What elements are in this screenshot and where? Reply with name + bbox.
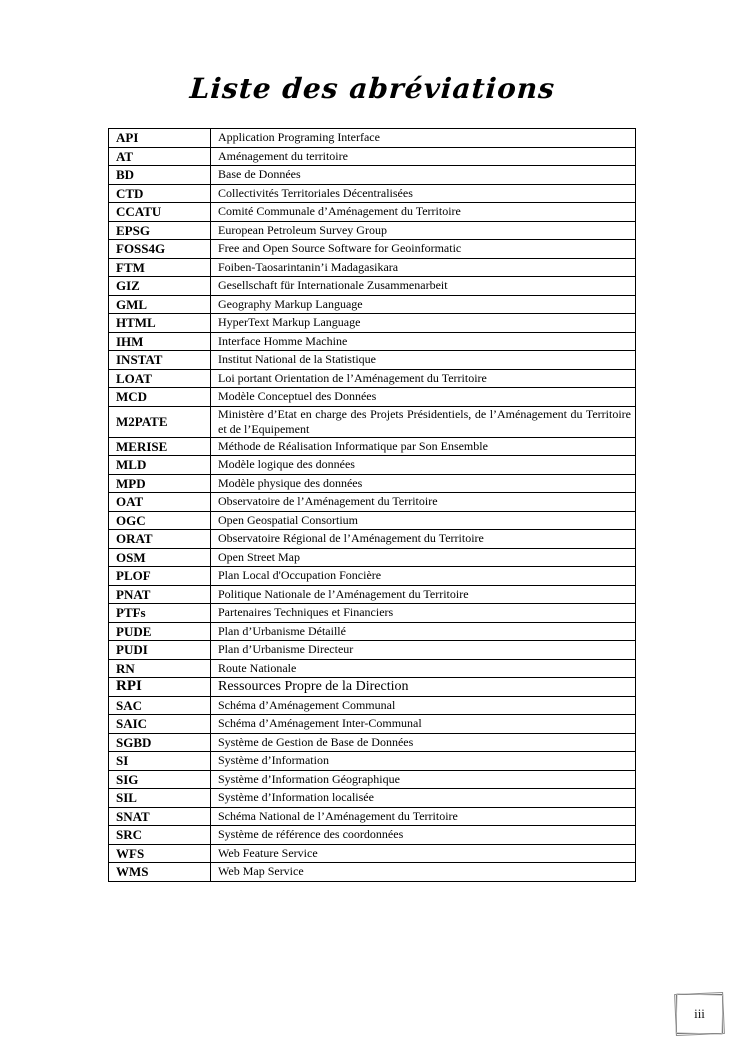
table-row (109, 203, 636, 222)
abbreviation-cell: OGC (109, 511, 211, 530)
meaning-cell: Méthode de Réalisation Informatique par Son Ensemble (211, 437, 636, 456)
meaning-cell: Foiben-Taosarintanin’i Madagasikara (211, 258, 636, 277)
page-title: Liste des abréviations (188, 72, 557, 105)
meaning-cell: Modèle Conceptuel des Données (211, 388, 636, 407)
meaning-cell: Plan Local d'Occupation Foncière (211, 567, 636, 586)
abbreviation-cell: CCATU (109, 203, 211, 222)
abbreviation-cell: EPSG (109, 221, 211, 240)
table-row (109, 641, 636, 660)
table-row (109, 585, 636, 604)
abbreviation-cell: SNAT (109, 807, 211, 826)
abbreviation-cell: WFS (109, 844, 211, 863)
meaning-cell: Système d’Information Géographique (211, 770, 636, 789)
meaning-cell: Comité Communale d’Aménagement du Territoire (211, 203, 636, 222)
meaning-cell: Observatoire de l’Aménagement du Territoire (211, 493, 636, 512)
table-row (109, 752, 636, 771)
abbreviations-table-body (109, 129, 636, 882)
table-row (109, 659, 636, 678)
table-row (109, 696, 636, 715)
abbreviation-cell: MERISE (109, 437, 211, 456)
table-row (109, 351, 636, 370)
meaning-cell: Schéma d’Aménagement Inter-Communal (211, 715, 636, 734)
meaning-cell: Gesellschaft für Internationale Zusammenarbeit (211, 277, 636, 296)
abbreviation-cell: SAC (109, 696, 211, 715)
abbreviations-table (108, 128, 636, 882)
abbreviation-cell: IHM (109, 332, 211, 351)
abbreviation-cell: GIZ (109, 277, 211, 296)
meaning-cell: Ressources Propre de la Direction (211, 678, 636, 697)
meaning-cell: Ministère d’Etat en charge des Projets Présidentiels, de l’Aménagement du Territoire et de l’Equipement (211, 406, 636, 437)
meaning-cell: Plan d’Urbanisme Directeur (211, 641, 636, 660)
meaning-cell: Schéma National de l’Aménagement du Territoire (211, 807, 636, 826)
abbreviation-cell: M2PATE (109, 406, 211, 437)
abbreviation-cell: OSM (109, 548, 211, 567)
meaning-cell: Route Nationale (211, 659, 636, 678)
abbreviation-cell: SRC (109, 826, 211, 845)
abbreviation-cell: SI (109, 752, 211, 771)
meaning-cell: Modèle physique des données (211, 474, 636, 493)
table-row (109, 129, 636, 148)
abbreviation-cell: PTFs (109, 604, 211, 623)
abbreviation-cell: SIG (109, 770, 211, 789)
table-row (109, 184, 636, 203)
table-row (109, 493, 636, 512)
meaning-cell: Système de référence des coordonnées (211, 826, 636, 845)
meaning-cell: Système de Gestion de Base de Données (211, 733, 636, 752)
table-row (109, 511, 636, 530)
meaning-cell: Open Geospatial Consortium (211, 511, 636, 530)
table-row (109, 277, 636, 296)
abbreviation-cell: MCD (109, 388, 211, 407)
meaning-cell: Free and Open Source Software for Geoinformatic (211, 240, 636, 259)
meaning-cell: Web Map Service (211, 863, 636, 882)
meaning-cell: Observatoire Régional de l’Aménagement du Territoire (211, 530, 636, 549)
meaning-cell: Système d’Information (211, 752, 636, 771)
table-row (109, 388, 636, 407)
table-row (109, 622, 636, 641)
abbreviation-cell: LOAT (109, 369, 211, 388)
table-row (109, 604, 636, 623)
abbreviation-cell: MLD (109, 456, 211, 475)
table-row (109, 548, 636, 567)
table-row (109, 863, 636, 882)
table-row (109, 530, 636, 549)
abbreviation-cell: SGBD (109, 733, 211, 752)
abbreviation-cell: FOSS4G (109, 240, 211, 259)
meaning-cell: Plan d’Urbanisme Détaillé (211, 622, 636, 641)
abbreviation-cell: PLOF (109, 567, 211, 586)
table-row (109, 166, 636, 185)
abbreviation-cell: SIL (109, 789, 211, 808)
page-number-box (676, 994, 723, 1034)
meaning-cell: Loi portant Orientation de l’Aménagement du Territoire (211, 369, 636, 388)
meaning-cell: European Petroleum Survey Group (211, 221, 636, 240)
table-row (109, 147, 636, 166)
table-row (109, 295, 636, 314)
abbreviation-cell: PUDI (109, 641, 211, 660)
meaning-cell: Politique Nationale de l’Aménagement du Territoire (211, 585, 636, 604)
table-row (109, 406, 636, 437)
table-row (109, 807, 636, 826)
meaning-cell: Système d’Information localisée (211, 789, 636, 808)
abbreviation-cell: SAIC (109, 715, 211, 734)
table-row (109, 456, 636, 475)
table-row (109, 715, 636, 734)
meaning-cell: Modèle logique des données (211, 456, 636, 475)
abbreviation-cell: GML (109, 295, 211, 314)
abbreviation-cell: MPD (109, 474, 211, 493)
abbreviation-cell: PUDE (109, 622, 211, 641)
meaning-cell: HyperText Markup Language (211, 314, 636, 333)
abbreviation-cell: API (109, 129, 211, 148)
meaning-cell: Open Street Map (211, 548, 636, 567)
meaning-cell: Interface Homme Machine (211, 332, 636, 351)
meaning-cell: Application Programing Interface (211, 129, 636, 148)
table-row (109, 844, 636, 863)
abbreviation-cell: HTML (109, 314, 211, 333)
abbreviation-cell: RPI (109, 678, 211, 697)
meaning-cell: Schéma d’Aménagement Communal (211, 696, 636, 715)
meaning-cell: Aménagement du territoire (211, 147, 636, 166)
meaning-cell: Geography Markup Language (211, 295, 636, 314)
table-row (109, 678, 636, 697)
meaning-cell: Web Feature Service (211, 844, 636, 863)
abbreviation-cell: FTM (109, 258, 211, 277)
abbreviation-cell: BD (109, 166, 211, 185)
abbreviation-cell: OAT (109, 493, 211, 512)
meaning-cell: Collectivités Territoriales Décentralisées (211, 184, 636, 203)
table-row (109, 474, 636, 493)
abbreviation-cell: AT (109, 147, 211, 166)
page-number: iii (694, 1006, 705, 1021)
abbreviation-cell: WMS (109, 863, 211, 882)
meaning-cell: Base de Données (211, 166, 636, 185)
table-row (109, 437, 636, 456)
table-row (109, 789, 636, 808)
table-row (109, 314, 636, 333)
table-row (109, 733, 636, 752)
meaning-cell: Partenaires Techniques et Financiers (211, 604, 636, 623)
abbreviation-cell: PNAT (109, 585, 211, 604)
table-row (109, 221, 636, 240)
meaning-cell: Institut National de la Statistique (211, 351, 636, 370)
abbreviation-cell: ORAT (109, 530, 211, 549)
table-row (109, 240, 636, 259)
abbreviation-cell: RN (109, 659, 211, 678)
table-row (109, 826, 636, 845)
table-row (109, 332, 636, 351)
table-row (109, 567, 636, 586)
table-row (109, 770, 636, 789)
abbreviation-cell: CTD (109, 184, 211, 203)
table-row (109, 258, 636, 277)
abbreviation-cell: INSTAT (109, 351, 211, 370)
table-row (109, 369, 636, 388)
